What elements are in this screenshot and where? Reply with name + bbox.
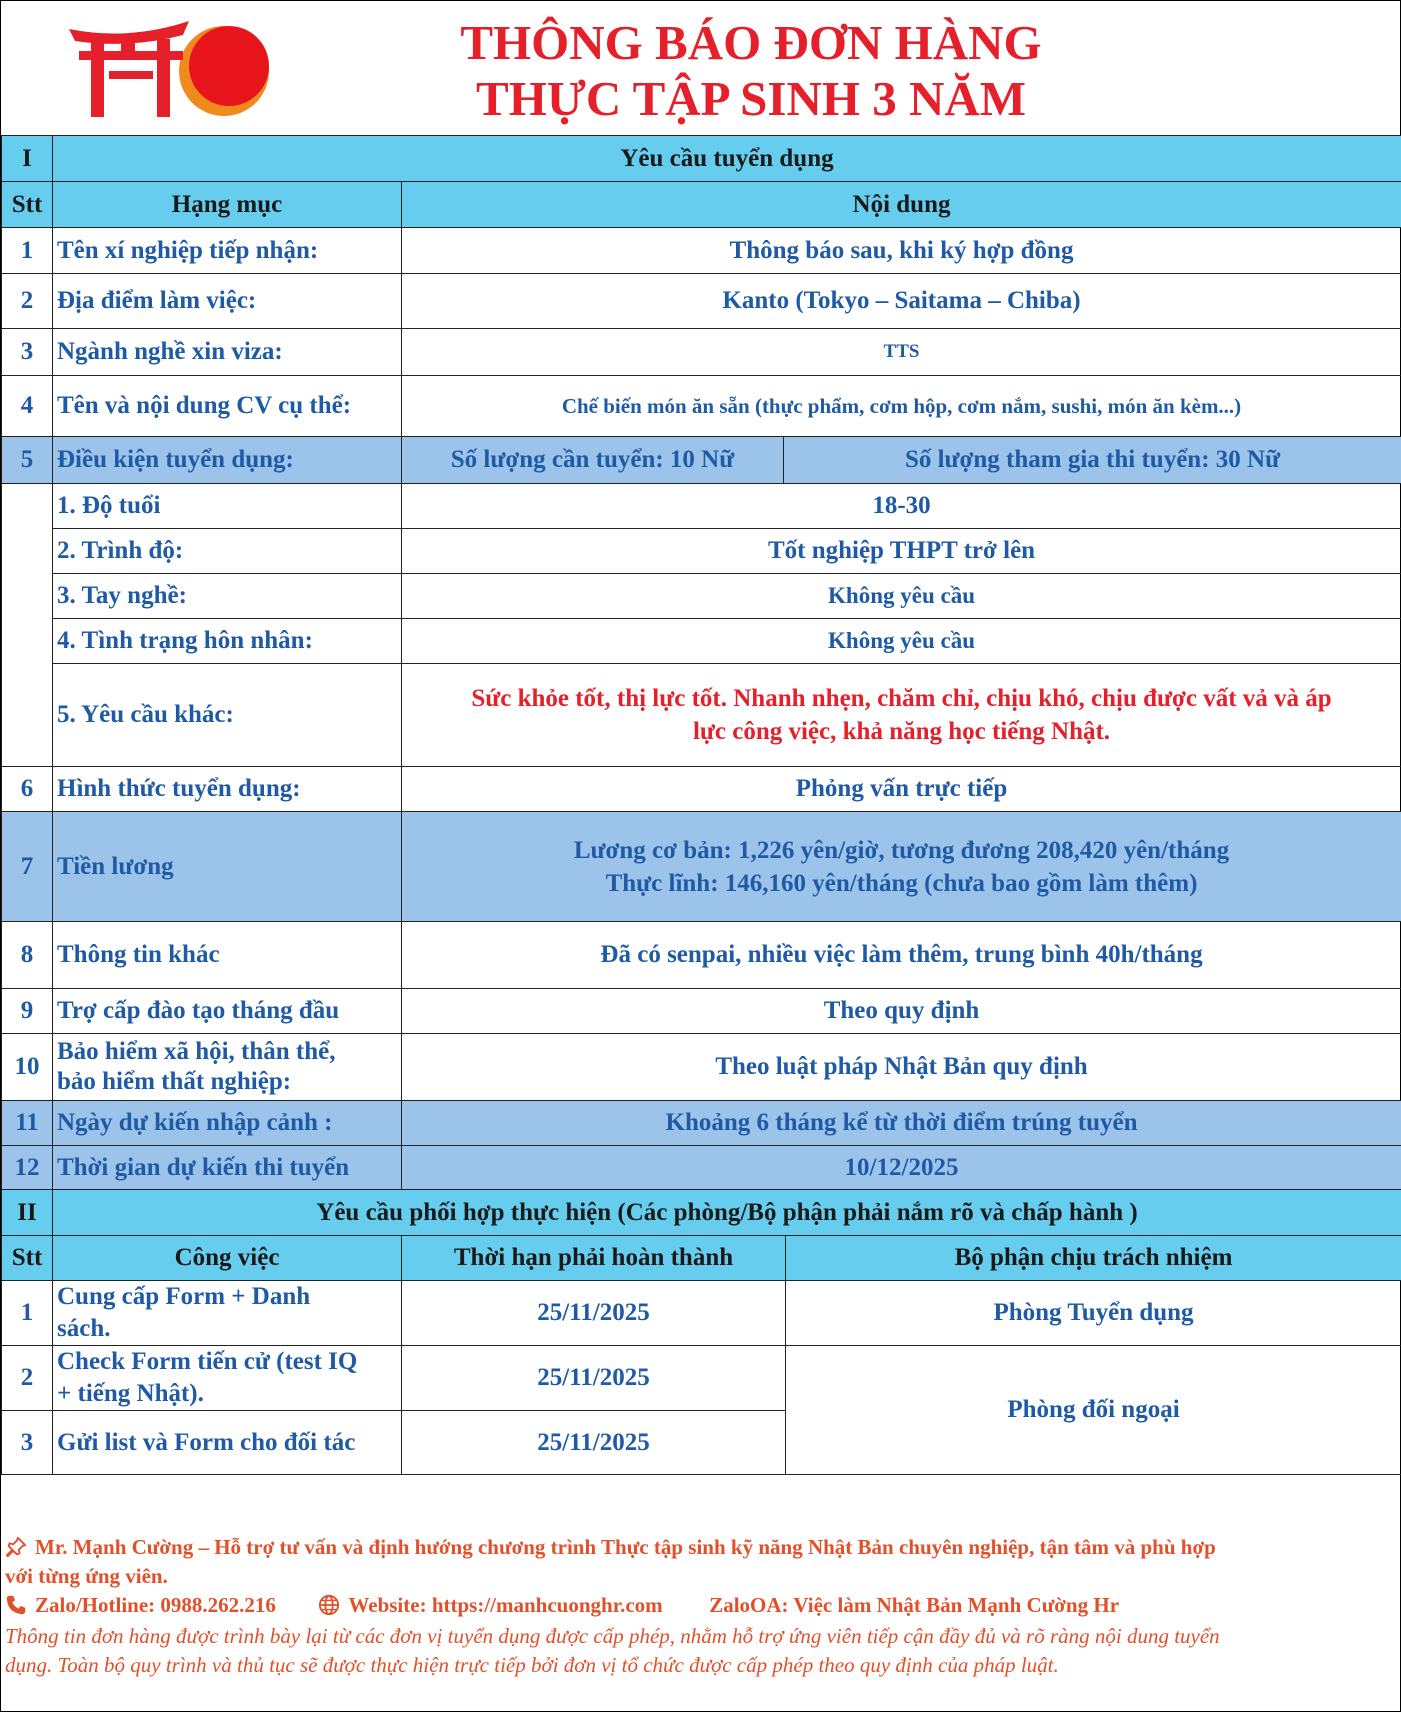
row-label: Địa điểm làm việc: <box>53 274 402 329</box>
insurance-label-line2: bảo hiểm thất nghiệp: <box>57 1068 292 1095</box>
task-cell: Gửi list và Form cho đối tác <box>53 1411 402 1475</box>
sub-value: Không yêu cầu <box>402 619 1401 664</box>
footer-intro <box>5 1533 1395 1562</box>
deadline-cell: 25/11/2025 <box>402 1346 786 1411</box>
row-value: TTS <box>402 329 1401 376</box>
sub-value: Tốt nghiệp THPT trở lên <box>402 529 1401 574</box>
row-value: Chế biến món ăn sẵn (thực phẩm, cơm hộp, cơm nắm, sushi, món ăn kèm...) <box>402 376 1401 437</box>
row-label <box>53 1034 402 1101</box>
conditions-row <box>2 437 1401 484</box>
other-req-line2: lực công việc, khả năng học tiếng Nhật. <box>692 718 1111 745</box>
footer-note <box>5 1622 1395 1680</box>
section-title: Yêu cầu phối hợp thực hiện (Các phòng/Bộ phận phải nắm rõ và chấp hành ) <box>53 1190 1401 1236</box>
row-stt: 9 <box>2 989 53 1034</box>
row-label: Ngành nghề xin viza: <box>53 329 402 376</box>
row-stt: 1 <box>2 1281 53 1346</box>
task-line1: Check Form tiến cử (test IQ <box>57 1348 358 1375</box>
pin-icon <box>5 1536 27 1558</box>
row-value: Thông báo sau, khi ký hợp đồng <box>402 228 1401 274</box>
sub-condition-row <box>2 529 1401 574</box>
sub-condition-row <box>2 484 1401 529</box>
row-stt: 2 <box>2 1346 53 1411</box>
table-row <box>2 274 1401 329</box>
torii-sun-logo <box>69 19 274 119</box>
sub-label: 5. Yêu cầu khác: <box>53 664 402 767</box>
section-header-row <box>2 1190 1401 1236</box>
section-number: II <box>2 1190 53 1236</box>
row-value: Đã có senpai, nhiều việc làm thêm, trung bình 40h/tháng <box>402 922 1401 989</box>
row-label: Thời gian dự kiến thi tuyển <box>53 1146 402 1191</box>
salary-line2: Thực lĩnh: 146,160 yên/tháng (chưa bao gồm làm thêm) <box>605 869 1198 897</box>
col-task-header: Công việc <box>53 1236 402 1281</box>
row-value: Kanto (Tokyo – Saitama – Chiba) <box>402 274 1401 329</box>
sub-label: 2. Trình độ: <box>53 529 402 574</box>
other-req-line1: Sức khỏe tốt, thị lực tốt. Nhanh nhẹn, chăm chỉ, chịu khó, chịu được vất vả và áp <box>471 685 1332 712</box>
task-line2: + tiếng Nhật). <box>57 1380 204 1407</box>
page-title-line1: THÔNG BÁO ĐƠN HÀNG <box>460 15 1042 70</box>
row-label: Tên và nội dung CV cụ thể: <box>53 376 402 437</box>
footer-intro-text: Mr. Mạnh Cường – Hỗ trợ tư vấn và định hướng chương trình Thực tập sinh kỹ năng Nhật Bản chuyên nghiệp, tận tâm và phù hợp <box>35 1535 1216 1559</box>
row-label: Tên xí nghiệp tiếp nhận: <box>53 228 402 274</box>
table-row <box>2 1146 1401 1191</box>
sub-label: 1. Độ tuổi <box>53 484 402 529</box>
row-label: Thông tin khác <box>53 922 402 989</box>
quota-exam: Số lượng tham gia thi tuyển: 30 Nữ <box>784 437 1401 484</box>
deadline-cell: 25/11/2025 <box>402 1411 786 1475</box>
row-stt: 11 <box>2 1101 53 1146</box>
row-label: Tiền lương <box>53 812 402 922</box>
footer-note-line2: dụng. Toàn bộ quy trình và thủ tục sẽ được thực hiện trực tiếp bởi đơn vị tổ chức được cấp phép theo quy định của pháp luật. <box>5 1653 1059 1677</box>
row-value: 10/12/2025 <box>402 1146 1401 1191</box>
website-link[interactable]: Website: https://manhcuonghr.com <box>348 1593 663 1617</box>
row-value: Theo luật pháp Nhật Bản quy định <box>402 1034 1401 1101</box>
footer-note-line1: Thông tin đơn hàng được trình bày lại từ các đơn vị tuyển dụng được cấp phép, nhằm hỗ trợ ứng viên tiếp cận đầy đủ và rõ ràng nội dung tuyển <box>5 1624 1220 1648</box>
row-stt: 8 <box>2 922 53 989</box>
row-value: Khoảng 6 tháng kể từ thời điểm trúng tuyển <box>402 1101 1401 1146</box>
zalooa-text[interactable]: ZaloOA: Việc làm Nhật Bản Mạnh Cường Hr <box>709 1593 1120 1617</box>
requirements-table <box>1 135 1401 1191</box>
footer-intro-text-2: với từng ứng viên. <box>5 1564 168 1588</box>
table-row <box>2 1034 1401 1101</box>
row-value: Phỏng vấn trực tiếp <box>402 767 1401 812</box>
row-stt: 3 <box>2 329 53 376</box>
row-stt: 12 <box>2 1146 53 1191</box>
sub-condition-row <box>2 619 1401 664</box>
table-row <box>2 1101 1401 1146</box>
task-row <box>2 1346 1401 1411</box>
col-deadline-header: Thời hạn phải hoàn thành <box>402 1236 786 1281</box>
row-stt: 7 <box>2 812 53 922</box>
row-label: Hình thức tuyển dụng: <box>53 767 402 812</box>
table-row <box>2 922 1401 989</box>
sub-value: 18-30 <box>402 484 1401 529</box>
sub-value: Không yêu cầu <box>402 574 1401 619</box>
row-stt: 3 <box>2 1411 53 1475</box>
salary-line1: Lương cơ bản: 1,226 yên/giờ, tương đương 208,420 yên/tháng <box>573 836 1230 864</box>
task-row <box>2 1281 1401 1346</box>
task-cell <box>53 1281 402 1346</box>
salary-value <box>402 812 1401 922</box>
row-stt: 6 <box>2 767 53 812</box>
deadline-cell: 25/11/2025 <box>402 1281 786 1346</box>
column-header-row <box>2 182 1401 228</box>
header <box>1 1 1400 135</box>
sub-condition-row <box>2 574 1401 619</box>
footer <box>5 1533 1395 1680</box>
section-header-row <box>2 136 1401 182</box>
col-item-header: Hạng mục <box>53 182 402 228</box>
section-title: Yêu cầu tuyển dụng <box>53 136 1401 182</box>
other-requirements <box>402 664 1401 767</box>
row-stt: 2 <box>2 274 53 329</box>
row-stt: 1 <box>2 228 53 274</box>
quota-need: Số lượng cần tuyển: 10 Nữ <box>402 437 784 484</box>
row-label: Trợ cấp đào tạo tháng đầu <box>53 989 402 1034</box>
col-stt-header: Stt <box>2 1236 53 1281</box>
blank-stt-cell <box>2 484 53 767</box>
page-title-line2: THỰC TẬP SINH 3 NĂM <box>476 71 1026 126</box>
insurance-label-line1: Bảo hiểm xã hội, thân thể, <box>57 1038 336 1065</box>
row-stt: 5 <box>2 437 53 484</box>
sub-label: 3. Tay nghề: <box>53 574 402 619</box>
sub-label: 4. Tình trạng hôn nhân: <box>53 619 402 664</box>
table-row <box>2 228 1401 274</box>
coordination-table <box>1 1189 1401 1475</box>
col-content-header: Nội dung <box>402 182 1401 228</box>
row-label: Điều kiện tuyển dụng: <box>53 437 402 484</box>
table-row <box>2 376 1401 437</box>
col-stt-header: Stt <box>2 182 53 228</box>
row-stt: 10 <box>2 1034 53 1101</box>
row-label: Ngày dự kiến nhập cảnh : <box>53 1101 402 1146</box>
sub-condition-row <box>2 664 1401 767</box>
globe-icon <box>318 1594 340 1616</box>
task-cell <box>53 1346 402 1411</box>
table-row <box>2 989 1401 1034</box>
salary-row <box>2 812 1401 922</box>
table-row <box>2 329 1401 376</box>
task-line1: Cung cấp Form + Danh <box>57 1283 311 1310</box>
task-line2: sách. <box>57 1315 111 1342</box>
dept-cell: Phòng đối ngoại <box>786 1346 1401 1475</box>
row-stt: 4 <box>2 376 53 437</box>
footer-contacts <box>5 1591 1395 1620</box>
hotline-text[interactable]: Zalo/Hotline: 0988.262.216 <box>35 1593 276 1617</box>
row-value: Theo quy định <box>402 989 1401 1034</box>
dept-cell: Phòng Tuyển dụng <box>786 1281 1401 1346</box>
column-header-row <box>2 1236 1401 1281</box>
phone-icon <box>5 1594 27 1616</box>
section-number: I <box>2 136 53 182</box>
col-dept-header: Bộ phận chịu trách nhiệm <box>786 1236 1401 1281</box>
table-row <box>2 767 1401 812</box>
